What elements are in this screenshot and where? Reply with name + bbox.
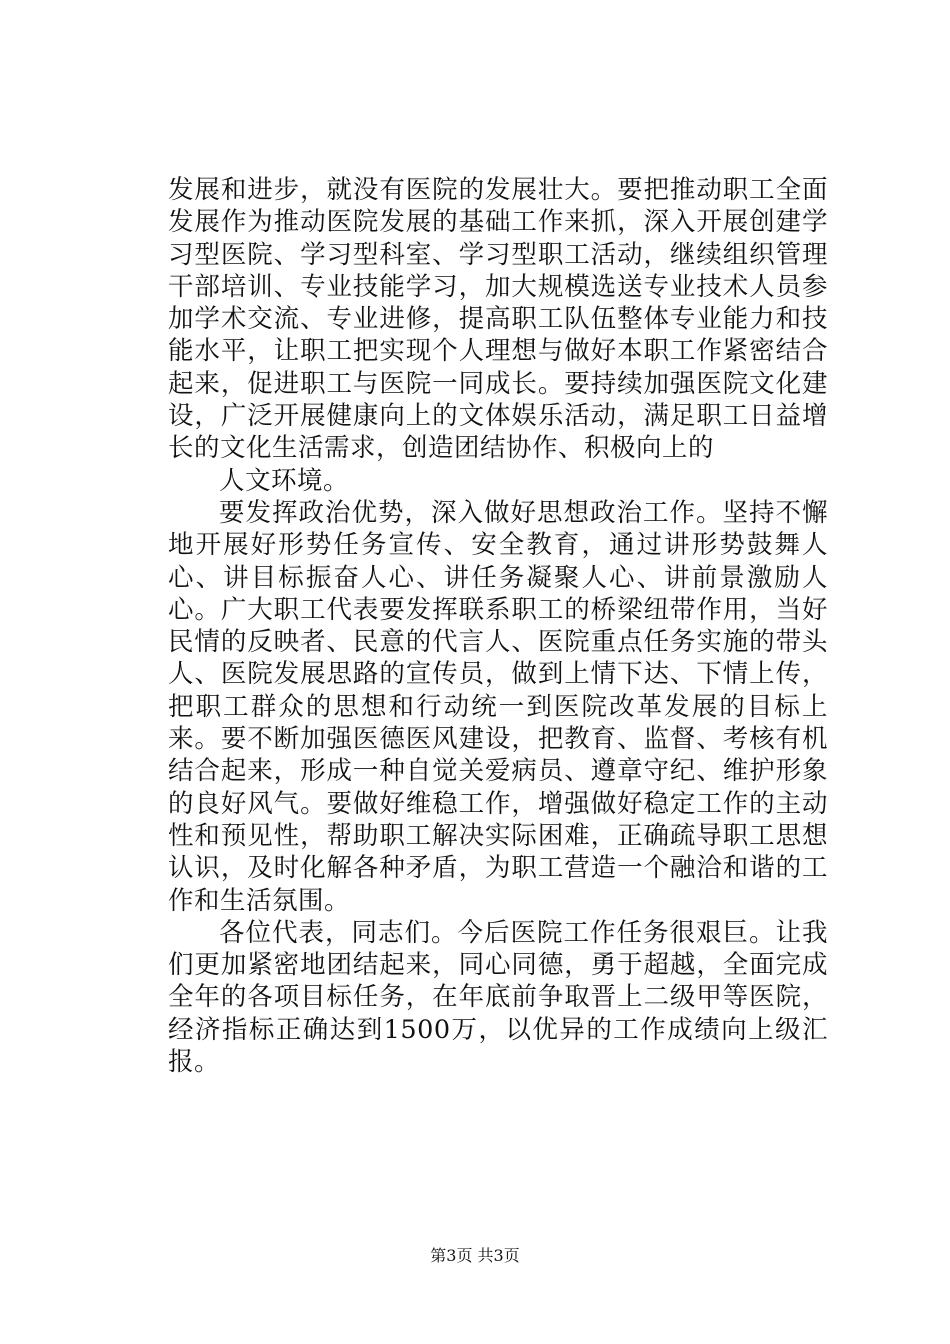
paragraph-3: 要发挥政治优势，深入做好思想政治工作。坚持不懈地开展好形势任务宣传、安全教育，通过讲形势鼓舞人心、讲目标振奋人心、讲任务凝聚人心、讲前景激励人心。广大职工代表要发挥联系职工的桥梁纽带作用，当好民情的反映者、民意的代言人、医院重点任务实施的带头人、医院发展思路的宣传员，做到上情下达、下情上传，把职工群众的思想和行动统一到医院改革发展的目标上来。要不断加强医德医风建设，把教育、监督、考核有机结合起来，形成一种自觉关爱病员、遵章守纪、维护形象的良好风气。要做好维稳工作，增强做好稳定工作的主动性和预见性，帮助职工解决实际困难，正确疏导职工思想认识，及时化解各种矛盾，为职工营造一个融洽和谐的工作和生活氛围。 bbox=[168, 497, 828, 916]
page-number-label: 第3页 共3页 bbox=[430, 1246, 520, 1265]
page-footer bbox=[0, 1243, 950, 1266]
paragraph-2: 人文环境。 bbox=[219, 465, 350, 496]
document-body bbox=[168, 174, 828, 1078]
paragraph-1: 发展和进步，就没有医院的发展壮大。要把推动职工全面发展作为推动医院发展的基础工作来抓，深入开展创建学习型医院、学习型科室、学习型职工活动，继续组织管理干部培训、专业技能学习，加大规模选送专业技术人员参加学术交流、专业进修，提高职工队伍整体专业能力和技能水平，让职工把实现个人理想与做好本职工作紧密结合起来，促进职工与医院一同成长。要持续加强医院文化建设，广泛开展健康向上的文体娱乐活动，满足职工日益增长的文化生活需求，创造团结协作、积极向上的 bbox=[168, 175, 828, 464]
paragraph-4: 各位代表，同志们。今后医院工作任务很艰巨。让我们更加紧密地团结起来，同心同德，勇于超越，全面完成全年的各项目标任务，在年底前争取晋上二级甲等医院，经济指标正确达到1500万，以优异的工作成绩向上级汇报。 bbox=[168, 917, 828, 1078]
